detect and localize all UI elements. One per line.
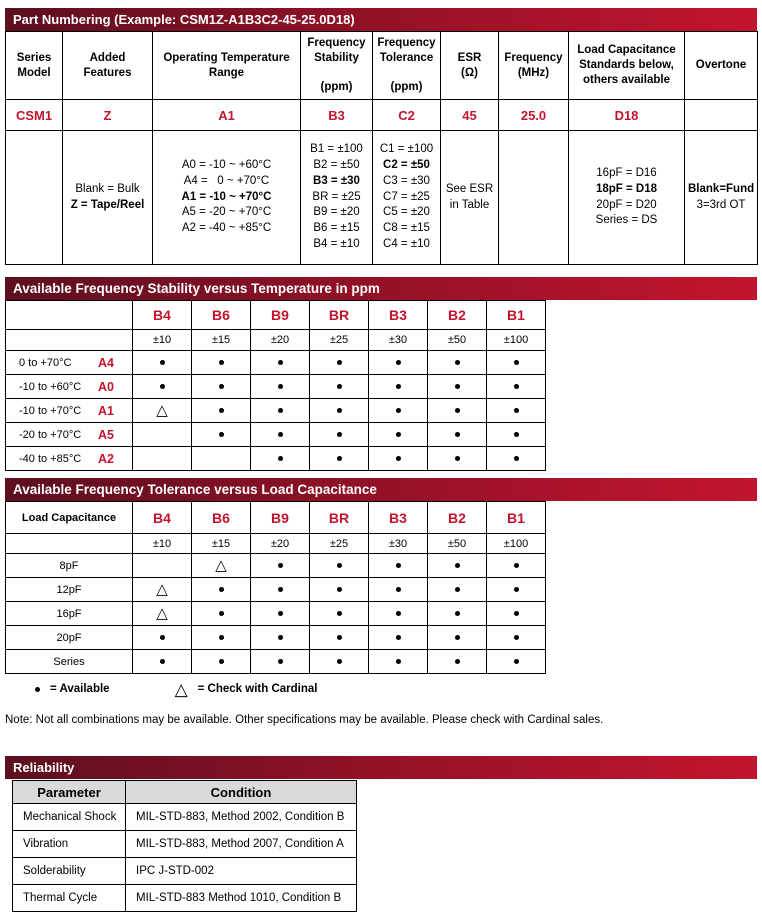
matrix-ppm-cell: ±25 — [310, 330, 369, 351]
available-dot-icon — [396, 384, 401, 389]
matrix-cell — [428, 626, 487, 650]
stability-code-label: A0 — [98, 379, 114, 394]
matrix-data-row — [6, 554, 546, 578]
available-dot-icon — [278, 456, 283, 461]
matrix-cell — [310, 447, 369, 471]
pn-column-details: 16pF = D16 18pF = D18 20pF = D20 Series = DS — [569, 131, 685, 265]
matrix-cell — [428, 375, 487, 399]
matrix-cell — [369, 626, 428, 650]
available-dot-icon — [396, 408, 401, 413]
pn-example-code: A1 — [153, 100, 301, 131]
available-dot-icon — [337, 360, 342, 365]
matrix-cell — [133, 351, 192, 375]
stability-title: Available Frequency Stability versus Temperature in ppm — [13, 281, 380, 296]
matrix-row-header — [6, 447, 133, 471]
matrix-cell — [428, 578, 487, 602]
matrix-empty-cell — [6, 534, 133, 554]
matrix-cell — [428, 399, 487, 423]
available-dot-icon — [278, 611, 283, 616]
matrix-ppm-cell: ±15 — [192, 534, 251, 554]
matrix-cell — [487, 447, 546, 471]
matrix-cell — [251, 351, 310, 375]
load-capacitance-label: 20pF — [6, 626, 133, 650]
stability-code-label: A5 — [98, 427, 114, 442]
stability-code-label: A2 — [98, 451, 114, 466]
matrix-cell — [487, 650, 546, 674]
matrix-cell — [369, 351, 428, 375]
matrix-cell — [310, 554, 369, 578]
matrix-cell — [251, 375, 310, 399]
available-dot-icon — [514, 432, 519, 437]
matrix-cell — [369, 554, 428, 578]
available-dot-icon — [160, 659, 165, 664]
matrix-ppm-cell: ±100 — [487, 330, 546, 351]
available-dot-icon — [35, 687, 40, 692]
reliability-condition: MIL-STD-883 Method 1010, Condition B — [126, 885, 357, 912]
available-dot-icon — [455, 611, 460, 616]
pn-example-code: 45 — [441, 100, 499, 131]
available-dot-icon — [396, 635, 401, 640]
matrix-code-header: B9 — [251, 502, 310, 534]
available-dot-icon — [455, 587, 460, 592]
available-dot-icon — [337, 611, 342, 616]
available-dot-icon — [160, 384, 165, 389]
stability-tbody — [6, 301, 546, 471]
matrix-data-row — [6, 375, 546, 399]
pn-column-details: Blank=Fund 3=3rd OT — [685, 131, 758, 265]
pn-example-code: B3 — [301, 100, 373, 131]
temperature-range-cell — [6, 428, 132, 442]
matrix-data-row — [6, 399, 546, 423]
stability-section — [5, 277, 757, 471]
available-dot-icon — [514, 456, 519, 461]
available-dot-icon — [337, 408, 342, 413]
available-dot-icon — [455, 659, 460, 664]
matrix-code-header: BR — [310, 502, 369, 534]
pn-column-details: B1 = ±100 B2 = ±50 B3 = ±30 BR = ±25 B9 = ±20 B6 = ±15 B4 = ±10 — [301, 131, 373, 265]
reliability-row — [13, 858, 357, 885]
reliability-column-header: Condition — [126, 781, 357, 804]
matrix-code-header: B1 — [487, 502, 546, 534]
temperature-range-label: 0 to +70°C — [19, 356, 72, 369]
matrix-data-row — [6, 650, 546, 674]
stability-code-label: A4 — [98, 355, 114, 370]
matrix-cell — [428, 447, 487, 471]
available-dot-icon — [455, 408, 460, 413]
matrix-cell — [133, 650, 192, 674]
pn-column-details — [6, 131, 63, 265]
check-triangle-icon: △ — [156, 604, 168, 622]
temperature-range-cell — [6, 452, 132, 466]
tolerance-title: Available Frequency Tolerance versus Load Capacitance — [13, 482, 377, 497]
stability-table — [5, 300, 546, 471]
matrix-cell — [133, 399, 192, 423]
pn-column-details: A0 = -10 ~ +60°C A4 = 0 ~ +70°C A1 = -10 ~ +70°C A5 = -20 ~ +70°C A2 = -40 ~ +85°C — [153, 131, 301, 265]
matrix-cell — [428, 554, 487, 578]
matrix-cell — [487, 626, 546, 650]
matrix-data-row — [6, 578, 546, 602]
matrix-cell — [369, 423, 428, 447]
matrix-ppm-cell: ±10 — [133, 330, 192, 351]
available-dot-icon — [219, 384, 224, 389]
available-dot-icon — [278, 360, 283, 365]
matrix-code-header: B3 — [369, 502, 428, 534]
matrix-code-header: B9 — [251, 301, 310, 330]
pn-column-header: Frequency (MHz) — [499, 32, 569, 100]
check-triangle-icon: △ — [174, 679, 188, 699]
tolerance-header-bar — [5, 478, 757, 501]
available-dot-icon — [514, 635, 519, 640]
matrix-data-row — [6, 423, 546, 447]
matrix-cell — [310, 399, 369, 423]
check-triangle-icon: △ — [156, 401, 168, 419]
reliability-section — [5, 756, 757, 912]
available-dot-icon — [514, 611, 519, 616]
tolerance-section — [5, 478, 757, 674]
pn-column-header: ESR (Ω) — [441, 32, 499, 100]
available-dot-icon — [278, 587, 283, 592]
matrix-cell — [133, 375, 192, 399]
available-dot-icon — [278, 635, 283, 640]
reliability-row — [13, 831, 357, 858]
part-numbering-tbody — [6, 32, 758, 265]
matrix-ppm-cell: ±10 — [133, 534, 192, 554]
matrix-cell — [251, 447, 310, 471]
matrix-ppm-cell: ±20 — [251, 330, 310, 351]
available-dot-icon — [337, 384, 342, 389]
available-dot-icon — [278, 432, 283, 437]
matrix-ppm-cell: ±50 — [428, 534, 487, 554]
matrix-row-header — [6, 423, 133, 447]
reliability-row — [13, 885, 357, 912]
matrix-data-row — [6, 602, 546, 626]
matrix-cell — [487, 423, 546, 447]
pn-column-header: Frequency Stability (ppm) — [301, 32, 373, 100]
pn-column-details: Blank = Bulk Z = Tape/Reel — [63, 131, 153, 265]
matrix-cell — [251, 578, 310, 602]
matrix-cell — [251, 399, 310, 423]
pn-example-code: Z — [63, 100, 153, 131]
matrix-cell — [133, 602, 192, 626]
temperature-range-label: -20 to +70°C — [19, 428, 82, 441]
matrix-cell — [428, 351, 487, 375]
reliability-parameter: Vibration — [13, 831, 126, 858]
pn-column-header: Frequency Tolerance (ppm) — [373, 32, 441, 100]
available-dot-icon — [219, 587, 224, 592]
matrix-cell — [133, 626, 192, 650]
part-numbering-section — [5, 8, 757, 265]
available-dot-icon — [396, 611, 401, 616]
available-dot-icon — [396, 360, 401, 365]
part-numbering-header-bar — [5, 8, 757, 31]
matrix-ppm-cell: ±20 — [251, 534, 310, 554]
matrix-ppm-cell: ±25 — [310, 534, 369, 554]
matrix-cell — [251, 650, 310, 674]
pn-column-header: Overtone — [685, 32, 758, 100]
available-dot-icon — [160, 635, 165, 640]
matrix-cell — [251, 626, 310, 650]
reliability-parameter: Solderability — [13, 858, 126, 885]
stability-header-bar — [5, 277, 757, 300]
matrix-ppm-cell: ±30 — [369, 534, 428, 554]
available-dot-icon — [337, 587, 342, 592]
matrix-cell — [192, 423, 251, 447]
reliability-row — [13, 804, 357, 831]
matrix-cell — [310, 650, 369, 674]
matrix-cell — [310, 626, 369, 650]
matrix-cell — [192, 399, 251, 423]
reliability-parameter: Mechanical Shock — [13, 804, 126, 831]
matrix-cell — [487, 399, 546, 423]
matrix-empty-cell — [6, 330, 133, 351]
available-dot-icon — [219, 611, 224, 616]
matrix-cell — [133, 447, 192, 471]
available-dot-icon — [455, 384, 460, 389]
matrix-cell — [133, 423, 192, 447]
matrix-code-header: B2 — [428, 301, 487, 330]
available-dot-icon — [396, 659, 401, 664]
available-dot-icon — [514, 659, 519, 664]
matrix-cell — [487, 602, 546, 626]
part-numbering-title: Part Numbering (Example: CSM1Z-A1B3C2-45-25.0D18) — [13, 12, 355, 27]
reliability-condition: MIL-STD-883, Method 2007, Condition A — [126, 831, 357, 858]
matrix-code-header: BR — [310, 301, 369, 330]
matrix-cell — [192, 650, 251, 674]
available-dot-icon — [455, 360, 460, 365]
matrix-ppm-cell: ±30 — [369, 330, 428, 351]
matrix-data-row — [6, 447, 546, 471]
pn-example-code: C2 — [373, 100, 441, 131]
matrix-cell — [487, 375, 546, 399]
available-dot-icon — [278, 659, 283, 664]
check-triangle-icon: △ — [215, 556, 227, 574]
matrix-cell — [192, 554, 251, 578]
matrix-ppm-cell: ±100 — [487, 534, 546, 554]
available-dot-icon — [455, 635, 460, 640]
matrix-cell — [251, 602, 310, 626]
available-dot-icon — [219, 432, 224, 437]
matrix-cell — [310, 602, 369, 626]
available-dot-icon — [396, 432, 401, 437]
reliability-header-bar — [5, 756, 757, 779]
matrix-corner-cell — [6, 301, 133, 330]
pn-column-details — [499, 131, 569, 265]
available-dot-icon — [514, 587, 519, 592]
pn-details-row — [6, 131, 758, 265]
matrix-code-header: B3 — [369, 301, 428, 330]
matrix-data-row — [6, 626, 546, 650]
matrix-cell — [192, 626, 251, 650]
matrix-cell — [133, 578, 192, 602]
available-dot-icon — [514, 563, 519, 568]
reliability-condition: MIL-STD-883, Method 2002, Condition B — [126, 804, 357, 831]
pn-column-details: C1 = ±100 C2 = ±50 C3 = ±30 C7 = ±25 C5 = ±20 C8 = ±15 C4 = ±10 — [373, 131, 441, 265]
temperature-range-cell — [6, 380, 132, 394]
matrix-cell — [192, 578, 251, 602]
reliability-column-header: Parameter — [13, 781, 126, 804]
pn-column-header: Load Capacitance Standards below, others available — [569, 32, 685, 100]
matrix-cell — [369, 447, 428, 471]
matrix-cell — [369, 578, 428, 602]
matrix-cell — [251, 554, 310, 578]
pn-example-code — [685, 100, 758, 131]
matrix-cell — [369, 650, 428, 674]
available-dot-icon — [337, 432, 342, 437]
reliability-header-row — [13, 781, 357, 804]
pn-column-header: Operating Temperature Range — [153, 32, 301, 100]
available-dot-icon — [396, 563, 401, 568]
matrix-row-header — [6, 399, 133, 423]
load-capacitance-label: 12pF — [6, 578, 133, 602]
legend-check-label: = Check with Cardinal — [197, 683, 318, 695]
matrix-ppm-cell: ±15 — [192, 330, 251, 351]
pn-example-code: 25.0 — [499, 100, 569, 131]
available-dot-icon — [514, 360, 519, 365]
tolerance-table — [5, 501, 546, 674]
matrix-cell — [487, 554, 546, 578]
matrix-cell — [428, 602, 487, 626]
matrix-ppm-cell: ±50 — [428, 330, 487, 351]
matrix-cell — [192, 447, 251, 471]
matrix-cell — [487, 351, 546, 375]
load-capacitance-label: Series — [6, 650, 133, 674]
matrix-code-row — [6, 301, 546, 330]
available-dot-icon — [396, 456, 401, 461]
matrix-data-row — [6, 351, 546, 375]
pn-column-details: See ESR in Table — [441, 131, 499, 265]
available-dot-icon — [337, 635, 342, 640]
matrix-cell — [192, 375, 251, 399]
pn-header-row — [6, 32, 758, 100]
load-capacitance-label: 16pF — [6, 602, 133, 626]
matrix-cell — [133, 554, 192, 578]
available-dot-icon — [219, 635, 224, 640]
available-dot-icon — [514, 408, 519, 413]
available-dot-icon — [160, 360, 165, 365]
available-dot-icon — [278, 408, 283, 413]
part-numbering-table — [5, 31, 758, 265]
matrix-cell — [192, 602, 251, 626]
matrix-cell — [310, 375, 369, 399]
matrix-cell — [251, 423, 310, 447]
availability-note: Note: Not all combinations may be available. Other specifications may be available. Please check with Cardinal sales. — [5, 714, 604, 726]
matrix-cell — [428, 423, 487, 447]
matrix-cell — [310, 423, 369, 447]
available-dot-icon — [514, 384, 519, 389]
available-dot-icon — [455, 432, 460, 437]
matrix-code-row — [6, 502, 546, 534]
available-dot-icon — [219, 360, 224, 365]
stability-code-label: A1 — [98, 403, 114, 418]
available-dot-icon — [337, 659, 342, 664]
matrix-cell — [310, 578, 369, 602]
reliability-title: Reliability — [13, 760, 75, 775]
tolerance-tbody — [6, 502, 546, 674]
reliability-tbody — [13, 781, 357, 912]
legend-available-label: = Available — [50, 683, 110, 695]
temperature-range-cell — [6, 404, 132, 418]
matrix-cell — [428, 650, 487, 674]
matrix-ppm-row — [6, 330, 546, 351]
matrix-cell — [369, 399, 428, 423]
available-dot-icon — [337, 456, 342, 461]
matrix-cell — [192, 351, 251, 375]
matrix-cell — [369, 602, 428, 626]
matrix-code-header: B4 — [133, 502, 192, 534]
reliability-table — [12, 780, 357, 912]
available-dot-icon — [219, 408, 224, 413]
pn-example-code: CSM1 — [6, 100, 63, 131]
available-dot-icon — [278, 563, 283, 568]
reliability-parameter: Thermal Cycle — [13, 885, 126, 912]
pn-example-code: D18 — [569, 100, 685, 131]
matrix-code-header: B6 — [192, 502, 251, 534]
matrix-cell — [310, 351, 369, 375]
available-dot-icon — [396, 587, 401, 592]
available-dot-icon — [219, 659, 224, 664]
matrix-ppm-row — [6, 534, 546, 554]
matrix-cell — [369, 375, 428, 399]
available-dot-icon — [337, 563, 342, 568]
symbol-legend — [35, 679, 757, 699]
pn-column-header: Added Features — [63, 32, 153, 100]
temperature-range-label: -10 to +60°C — [19, 380, 82, 393]
temperature-range-cell — [6, 356, 132, 370]
matrix-row-header — [6, 375, 133, 399]
matrix-code-header: B4 — [133, 301, 192, 330]
matrix-code-header: B2 — [428, 502, 487, 534]
check-triangle-icon: △ — [156, 580, 168, 598]
available-dot-icon — [455, 563, 460, 568]
pn-column-header: Series Model — [6, 32, 63, 100]
pn-example-row — [6, 100, 758, 131]
matrix-corner-cell: Load Capacitance — [6, 502, 133, 534]
matrix-cell — [487, 578, 546, 602]
matrix-code-header: B6 — [192, 301, 251, 330]
matrix-row-header — [6, 351, 133, 375]
reliability-condition: IPC J-STD-002 — [126, 858, 357, 885]
available-dot-icon — [278, 384, 283, 389]
temperature-range-label: -40 to +85°C — [19, 452, 82, 465]
temperature-range-label: -10 to +70°C — [19, 404, 82, 417]
load-capacitance-label: 8pF — [6, 554, 133, 578]
available-dot-icon — [455, 456, 460, 461]
matrix-code-header: B1 — [487, 301, 546, 330]
